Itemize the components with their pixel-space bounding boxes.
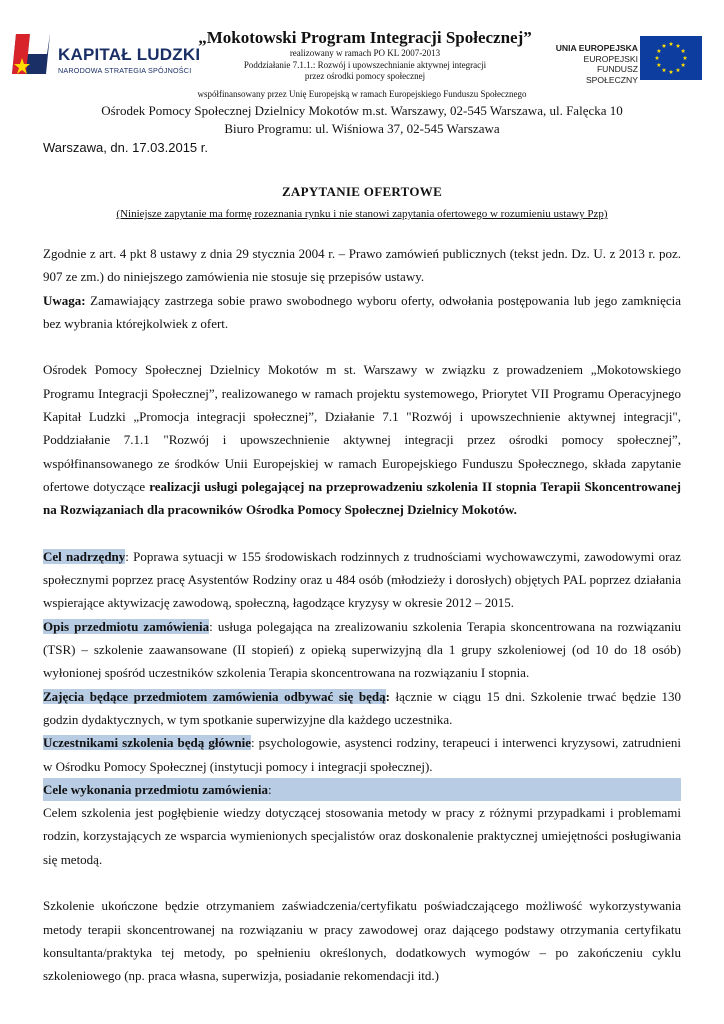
program-header xyxy=(190,28,540,83)
schedule-colon: : xyxy=(385,688,390,704)
document-body xyxy=(43,242,681,988)
certificate-paragraph: Szkolenie ukończone będzie otrzymaniem zaświadczenia/certyfikatu poświadczającego możliwość wykorzystywania metody terapii skoncentrowanej na rozwiązaniu w pracy zawodowej oraz dającego podstawy otrzymania certyfikatu konsultanta/praktyka tej metody, po spełnieniu określonych, dodatkowych wymogów – po zakończeniu cyklu szkoleniowego (np. praca własna, superwizja, posiadanie rekomendacji itd.) xyxy=(43,898,681,984)
document-note: (Niniejsze zapytanie ma formę rozeznania rynku i nie stanowi zapytania ofertowego w rozumieniu ustawy Pzp) xyxy=(116,208,608,220)
document-header xyxy=(0,0,724,102)
objectives-heading xyxy=(43,778,681,801)
eu-union-label: UNIA EUROPEJSKA xyxy=(555,43,638,53)
notice-text: Zamawiający zastrzega sobie prawo swobodnego wyboru oferty, odwołania postępowania lub jego zamknięcia bez wybrania którejkolwiek z ofert. xyxy=(43,292,681,331)
description-paragraph xyxy=(43,615,681,685)
program-line-3: przez ośrodki pomocy społecznej xyxy=(304,71,426,81)
organization-address: Ośrodek Pomocy Społecznej Dzielnicy Mokotów m.st. Warszawy, 02-545 Warszawa, ul. Falęcka 10 xyxy=(101,103,623,118)
document-date: Warszawa, dn. 17.03.2015 r. xyxy=(43,140,209,155)
schedule-label: Zajęcia będące przedmiotem zamówienia odbywać się będą xyxy=(43,688,386,704)
intro-paragraph xyxy=(43,358,681,521)
kapital-ludzki-subtitle: NARODOWA STRATEGIA SPÓJNOŚCI xyxy=(58,66,192,75)
kapital-ludzki-name: KAPITAŁ LUDZKI xyxy=(58,45,201,64)
kapital-ludzki-flag-icon xyxy=(10,30,60,80)
objectives-colon: : xyxy=(267,781,272,797)
description-text: : usługa polegająca na zrealizowaniu szkolenia Terapia skoncentrowana na rozwiązaniu (TSR) – szkolenie zaawansowane (II stopień) z opieką superwizyjną dla 1 grupy szkoleniowej (od 10 do 18 osób) wyłonionej spośród uczestników szkolenia Terapia skoncentrowana na rozwiązaniu I stopnia. xyxy=(43,618,681,681)
goal-text: : Poprawa sytuacji w 155 środowiskach rodzinnych z trudnościami wychowawczymi, zawodowymi oraz społecznymi poprzez pracę Asystentów Rodziny oraz u 484 osób (młodzieży i dorosłych) objętych PAL poprzez działania wspierające aktywizację zawodową, społeczną, łagodzące kryzysy w okresie 2012 – 2015. xyxy=(43,548,681,611)
objectives-paragraph: Celem szkolenia jest pogłębienie wiedzy dotyczącej stosowania metody w pracy z różnymi przypadkami i problemami rodzin, korzystających ze wsparcia wymienionych specjalistów oraz doskonalenie praktycznej umiejętności posługiwania się metodą. xyxy=(43,805,681,867)
program-office-address: Biuro Programu: ul. Wiśniowa 37, 02-545 Warszawa xyxy=(224,121,500,136)
legal-basis-paragraph: Zgodnie z art. 4 pkt 8 ustawy z dnia 29 stycznia 2004 r. – Prawo zamówień publicznych (tekst jedn. Dz. U. z 2013 r. poz. 907 ze zm.) do niniejszego zamówienia nie stosuje się przepisów ustawy. xyxy=(43,246,681,285)
intro-text: Ośrodek Pomocy Społecznej Dzielnicy Mokotów m st. Warszawy w związku z prowadzeniem „Mokotowskiego Programu Integracji Społecznej”, realizowanego w ramach projektu systemowego, Priorytet VII Programu Operacyjnego Kapitał Ludzki „Promocja integracji społecznej”, Działanie 7.1 "Rozwój i upowszechnienie aktywnej integracji", Poddziałanie 7.1.1 "Rozwój i upowszechnienie aktywnej integracji przez ośrodki pomocy społecznej”, współfinansowanego ze środków Unii Europejskiej w ramach Europejskiego Funduszu Społecznego, składa zapytanie ofertowe dotyczące xyxy=(43,362,681,494)
spacer xyxy=(43,335,681,358)
schedule-paragraph xyxy=(43,685,681,732)
objectives-label: Cele wykonania przedmiotu zamówienia xyxy=(43,781,268,797)
program-title: „Mokotowski Program Integracji Społecznej” xyxy=(198,28,532,47)
notice-paragraph xyxy=(43,289,681,336)
description-label: Opis przedmiotu zamówienia xyxy=(43,618,210,634)
goal-paragraph xyxy=(43,545,681,615)
program-line-1: realizowany w ramach PO KL 2007-2013 xyxy=(289,48,441,58)
participants-text: : psychologowie, asystenci rodziny, terapeuci i interwenci kryzysowi, zatrudnieni w Ośrodku Pomocy Społecznej (instytucji pomocy i integracji społecznej). xyxy=(43,735,681,774)
notice-label: Uwaga: xyxy=(43,292,86,308)
eu-flag-icon xyxy=(640,36,702,80)
spacer xyxy=(43,871,681,894)
eu-fund-label-2: FUNDUSZ SPOŁECZNY xyxy=(585,64,638,85)
spacer xyxy=(43,522,681,545)
eu-fund-label-1: EUROPEJSKI xyxy=(583,53,638,64)
document-title: ZAPYTANIE OFERTOWE xyxy=(281,184,443,199)
intro-subject: realizacji usługi polegającej na przeprowadzeniu szkolenia II stopnia Terapii Skoncentrowanej na Rozwiązaniach dla pracowników Ośrodka Pomocy Społecznej Dzielnicy Mokotów. xyxy=(43,478,681,518)
cofinancing-note: współfinansowany przez Unię Europejską w ramach Europejskiego Funduszu Społecznego xyxy=(197,89,527,99)
goal-label: Cel nadrzędny xyxy=(43,548,126,564)
eu-logo-text xyxy=(543,43,638,85)
participants-paragraph xyxy=(43,731,681,778)
participants-label: Uczestnikami szkolenia będą głównie xyxy=(43,735,251,751)
schedule-text: łącznie w ciągu 15 dni. Szkolenie trwać będzie 130 godzin dydaktycznych, w tym spotkanie superwizyjne dla każdego uczestnika. xyxy=(43,688,681,727)
program-line-2: Poddziałanie 7.1.1.: Rozwój i upowszechnianie aktywnej integracji xyxy=(243,59,487,70)
kapital-ludzki-logo xyxy=(10,30,201,82)
